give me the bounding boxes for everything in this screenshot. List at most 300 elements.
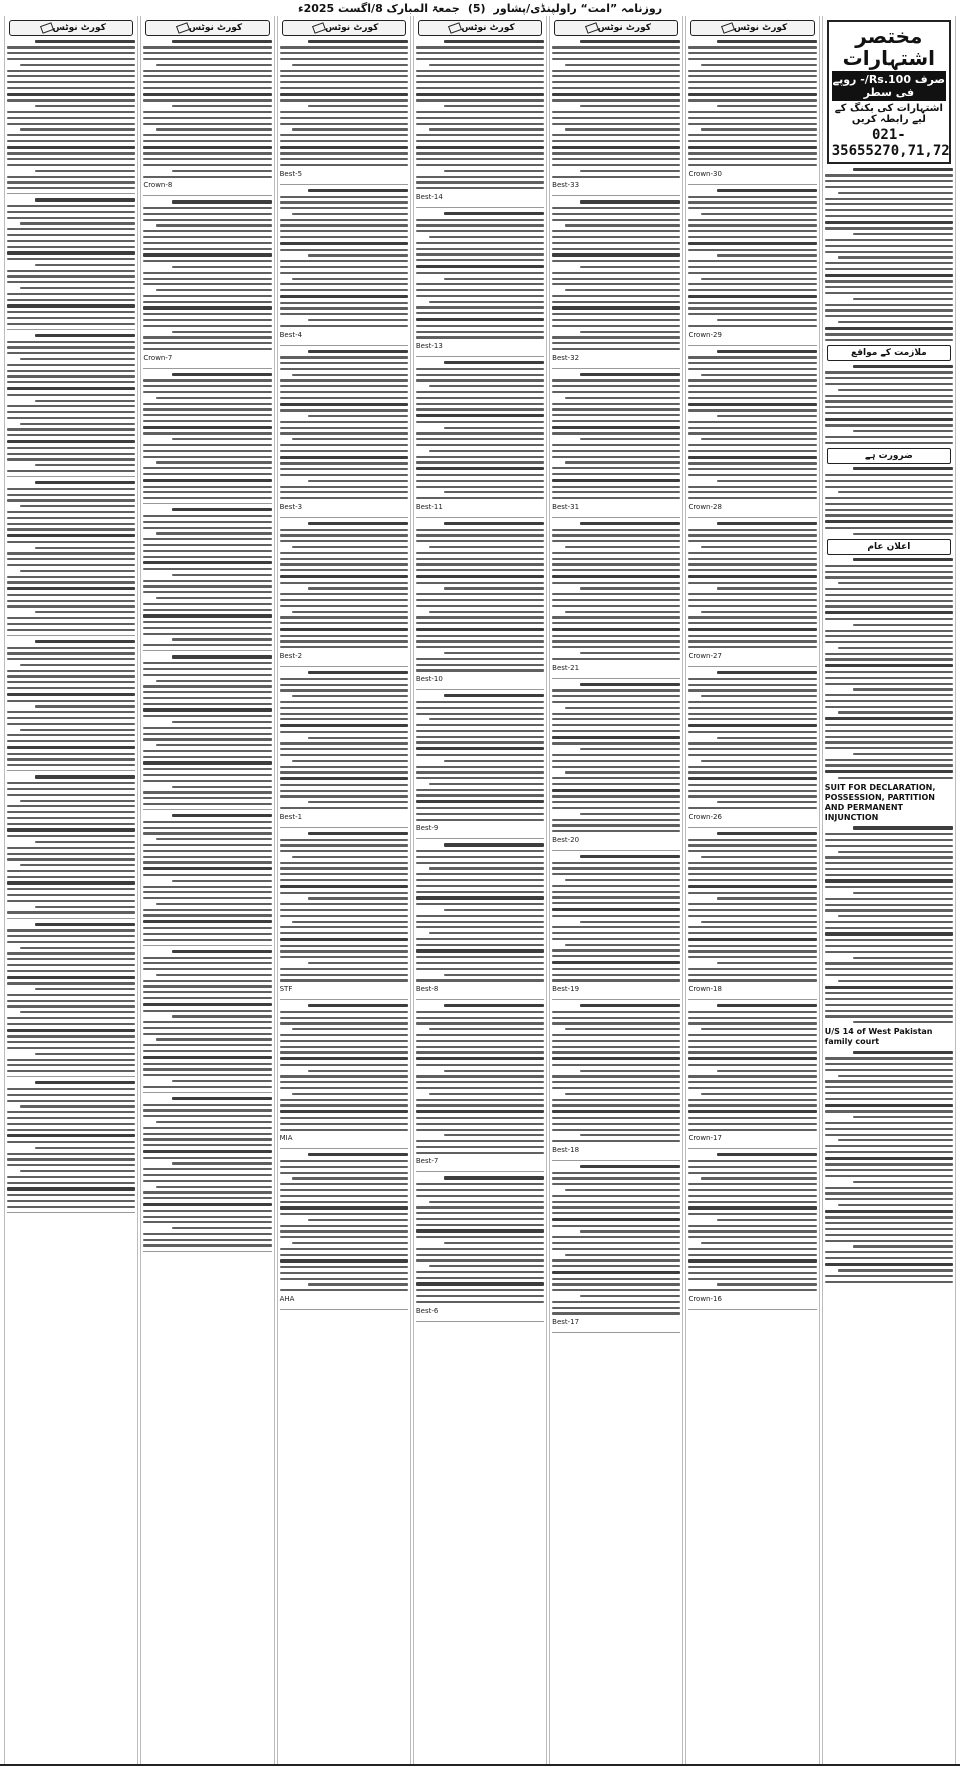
notice-line bbox=[143, 1174, 271, 1176]
notice-line bbox=[7, 817, 135, 819]
notice-line bbox=[580, 105, 680, 107]
notice-divider bbox=[7, 329, 135, 330]
notice-line bbox=[280, 558, 408, 560]
notice-line bbox=[825, 180, 953, 182]
notice-line bbox=[7, 811, 135, 813]
notice-line bbox=[7, 675, 135, 677]
notice-signature: Best-18 bbox=[552, 1145, 580, 1154]
notice-line bbox=[7, 251, 135, 254]
notice-line bbox=[20, 947, 135, 949]
notice-line bbox=[7, 764, 135, 766]
notice-line bbox=[7, 1047, 135, 1049]
notice-line bbox=[825, 1122, 953, 1124]
notice-line bbox=[688, 99, 816, 101]
notice-line bbox=[416, 75, 544, 77]
notice-line bbox=[444, 843, 544, 846]
notice-line bbox=[552, 391, 680, 393]
notice-line bbox=[143, 1244, 271, 1246]
notice-line bbox=[416, 605, 544, 607]
notice-block bbox=[552, 373, 680, 500]
notice-line bbox=[552, 1087, 680, 1089]
notice-line bbox=[688, 158, 816, 160]
notice-line bbox=[280, 1064, 408, 1066]
notice-signature: Best-6 bbox=[415, 1306, 439, 1315]
notice-line bbox=[280, 1289, 408, 1291]
notice-line bbox=[35, 547, 135, 549]
notice-line bbox=[143, 1203, 271, 1206]
notice-line bbox=[292, 438, 407, 440]
notice-line bbox=[7, 87, 135, 89]
notice-line bbox=[308, 737, 408, 739]
notice-line bbox=[825, 1157, 953, 1160]
notice-line bbox=[552, 569, 680, 571]
notice-line bbox=[580, 921, 680, 923]
notice-line bbox=[172, 721, 272, 723]
notice-line bbox=[416, 552, 544, 554]
notice-line bbox=[280, 569, 408, 571]
notice-line bbox=[717, 1070, 817, 1072]
notice-line bbox=[552, 646, 680, 648]
notice-line bbox=[416, 1183, 544, 1185]
notice-line bbox=[280, 701, 408, 703]
notice-line bbox=[35, 400, 135, 402]
notice-line bbox=[143, 867, 271, 870]
notice-line bbox=[838, 777, 953, 779]
notice-line bbox=[853, 168, 953, 171]
notice-line bbox=[143, 93, 271, 96]
notice-line bbox=[552, 219, 680, 221]
notice-line bbox=[156, 461, 271, 463]
notice-line bbox=[416, 1011, 544, 1013]
notice-line bbox=[143, 111, 271, 113]
notice-line bbox=[156, 397, 271, 399]
notice-line bbox=[701, 921, 816, 923]
notice-line bbox=[717, 897, 817, 899]
notice-line bbox=[688, 1206, 816, 1209]
notice-line bbox=[7, 346, 135, 348]
notice-line bbox=[552, 1110, 680, 1113]
notice-line bbox=[688, 622, 816, 624]
notice-line bbox=[552, 111, 680, 113]
notice-line bbox=[416, 219, 544, 221]
notice-line bbox=[7, 1141, 135, 1143]
notice-line bbox=[143, 158, 271, 160]
notice-line bbox=[552, 979, 680, 981]
notice-line bbox=[552, 325, 680, 327]
notice-line bbox=[7, 870, 135, 872]
notice-line bbox=[143, 662, 271, 664]
notice-line bbox=[688, 242, 816, 245]
notice-line bbox=[552, 605, 680, 607]
notice-line bbox=[416, 1271, 544, 1273]
notice-line bbox=[35, 40, 135, 43]
notice-line bbox=[717, 350, 817, 353]
notice-line bbox=[838, 711, 953, 713]
notice-line bbox=[688, 409, 816, 411]
notice-line bbox=[444, 694, 544, 697]
notice-line bbox=[416, 915, 544, 917]
notice-line bbox=[838, 980, 953, 982]
notice-line bbox=[143, 426, 271, 429]
notice-line bbox=[552, 99, 680, 101]
notice-line bbox=[444, 170, 544, 172]
notice-line bbox=[7, 853, 135, 855]
notice-line bbox=[552, 230, 680, 232]
notice-line bbox=[552, 1201, 680, 1203]
notice-divider bbox=[688, 827, 816, 828]
notice-divider bbox=[688, 999, 816, 1000]
notice-line bbox=[825, 968, 953, 970]
notice-divider bbox=[280, 999, 408, 1000]
notice-line bbox=[688, 945, 816, 947]
notice-line bbox=[143, 861, 271, 863]
notice-line bbox=[688, 123, 816, 125]
notice-line bbox=[143, 479, 271, 482]
notice-line bbox=[552, 1212, 680, 1214]
notice-line bbox=[565, 879, 680, 881]
notice-line bbox=[280, 456, 408, 459]
notice-line bbox=[825, 209, 953, 211]
notice-line bbox=[688, 1266, 816, 1268]
notice-line bbox=[7, 788, 135, 790]
notice-line bbox=[717, 801, 817, 803]
notice-line bbox=[717, 1219, 817, 1221]
notice-line bbox=[580, 373, 680, 376]
notice-line bbox=[552, 497, 680, 499]
notice-line bbox=[552, 915, 680, 917]
notice-line bbox=[172, 880, 272, 882]
notice-line bbox=[552, 1117, 680, 1119]
notice-line bbox=[416, 480, 544, 482]
notice-line bbox=[7, 364, 135, 366]
notice-line bbox=[825, 480, 953, 482]
notice-line bbox=[552, 207, 680, 209]
column-7 bbox=[4, 16, 138, 1766]
notice-block bbox=[552, 683, 680, 833]
notice-line bbox=[429, 236, 544, 238]
notice-line bbox=[552, 689, 680, 691]
notice-line bbox=[143, 87, 271, 89]
notice-line bbox=[416, 903, 544, 905]
notice-line bbox=[552, 695, 680, 697]
notice-line bbox=[552, 456, 680, 458]
notice-line bbox=[35, 841, 135, 843]
notice-line bbox=[416, 497, 544, 499]
notice-line bbox=[280, 1183, 408, 1185]
notice-block bbox=[552, 40, 680, 178]
notice-line bbox=[280, 266, 408, 268]
notice-line bbox=[308, 801, 408, 803]
notice-line bbox=[552, 824, 680, 826]
notice-line bbox=[280, 640, 408, 642]
notice-line bbox=[825, 1228, 953, 1230]
notice-line bbox=[280, 563, 408, 565]
notice-line bbox=[552, 599, 680, 601]
notice-line bbox=[825, 856, 953, 858]
notice-line bbox=[552, 926, 680, 928]
notice-line bbox=[280, 968, 408, 970]
notice-line bbox=[7, 1094, 135, 1096]
notice-line bbox=[280, 260, 408, 262]
notice-line bbox=[688, 93, 816, 96]
notice-line bbox=[688, 885, 816, 888]
notice-line bbox=[825, 239, 953, 241]
notice-block bbox=[280, 522, 408, 649]
notice-line bbox=[280, 1123, 408, 1125]
notice-line bbox=[143, 456, 271, 458]
notice-line bbox=[580, 652, 680, 654]
notice-line bbox=[825, 327, 953, 330]
notice-line bbox=[308, 40, 408, 43]
notice-line bbox=[552, 248, 680, 250]
notice-line bbox=[825, 909, 953, 911]
notice-line bbox=[552, 795, 680, 797]
notice-line bbox=[416, 713, 544, 715]
notice-line bbox=[552, 867, 680, 869]
notice-line bbox=[280, 892, 408, 894]
notice-line bbox=[280, 731, 408, 733]
notice-line bbox=[7, 1005, 135, 1007]
notice-line bbox=[688, 724, 816, 727]
notice-line bbox=[7, 1176, 135, 1178]
notice-line bbox=[7, 858, 135, 860]
notice-line bbox=[292, 611, 407, 613]
notice-line bbox=[7, 1153, 135, 1155]
notice-line bbox=[280, 689, 408, 691]
notice-line bbox=[7, 587, 135, 590]
notice-line bbox=[7, 605, 135, 607]
notice-line bbox=[20, 358, 135, 360]
ads-rate: صرف Rs.100/- روپے فی سطر bbox=[832, 73, 946, 99]
notice-line bbox=[143, 414, 271, 416]
notice-line bbox=[280, 950, 408, 952]
notice-line bbox=[688, 421, 816, 423]
notice-line bbox=[552, 46, 680, 48]
notice-line bbox=[416, 331, 544, 333]
notice-block bbox=[416, 843, 544, 981]
notice-line bbox=[444, 1242, 544, 1244]
notice-line bbox=[143, 497, 271, 499]
notice-line bbox=[143, 844, 271, 846]
notice-line bbox=[143, 691, 271, 693]
notice-line bbox=[552, 754, 680, 756]
notice-line bbox=[552, 640, 680, 642]
notice-line bbox=[552, 783, 680, 785]
notice-line bbox=[280, 1201, 408, 1203]
notice-line bbox=[416, 730, 544, 732]
notice-line bbox=[552, 253, 680, 256]
notice-line bbox=[701, 213, 816, 215]
notice-line bbox=[717, 254, 817, 256]
notice-line bbox=[552, 1236, 680, 1238]
notice-line bbox=[552, 278, 680, 280]
notice-line bbox=[416, 766, 544, 768]
notice-line bbox=[416, 438, 544, 440]
notice-line bbox=[35, 198, 135, 201]
notice-line bbox=[565, 1189, 680, 1191]
notice-line bbox=[280, 146, 408, 149]
notice-line bbox=[688, 46, 816, 48]
notice-line bbox=[825, 1275, 953, 1277]
notice-line bbox=[853, 957, 953, 959]
notice-line bbox=[825, 227, 953, 229]
notice-line bbox=[280, 158, 408, 160]
notice-line bbox=[825, 1163, 953, 1165]
notice-line bbox=[688, 575, 816, 578]
notice-line bbox=[143, 914, 271, 916]
notice-line bbox=[143, 420, 271, 422]
notice-line bbox=[172, 1015, 272, 1017]
notice-signature: Crown-7 bbox=[143, 353, 173, 362]
notice-line bbox=[688, 362, 816, 364]
notice-line bbox=[7, 1129, 135, 1131]
notice-line bbox=[717, 737, 817, 739]
notice-line bbox=[308, 1070, 408, 1072]
notice-line bbox=[688, 646, 816, 648]
notice-block bbox=[280, 1004, 408, 1131]
notice-line bbox=[7, 387, 135, 390]
notice-line bbox=[7, 782, 135, 784]
notice-line bbox=[7, 564, 135, 566]
notice-line bbox=[838, 1204, 953, 1206]
notice-line bbox=[7, 434, 135, 436]
notice-line bbox=[580, 522, 680, 525]
notice-line bbox=[7, 123, 135, 125]
notice-line bbox=[825, 527, 953, 529]
notice-line bbox=[825, 1281, 953, 1283]
notice-line bbox=[717, 415, 817, 417]
notice-line bbox=[416, 432, 544, 434]
notice-line bbox=[35, 906, 135, 908]
notice-line bbox=[552, 260, 680, 262]
notice-line bbox=[280, 1259, 408, 1262]
notice-signature: MIA bbox=[279, 1134, 293, 1143]
notice-line bbox=[825, 770, 953, 773]
notice-line bbox=[688, 1081, 816, 1083]
notice-line bbox=[825, 1216, 953, 1218]
notice-line bbox=[143, 1104, 271, 1106]
notice-line bbox=[7, 581, 135, 583]
notice-line bbox=[825, 1198, 953, 1200]
notice-line bbox=[280, 379, 408, 381]
notice-line bbox=[7, 234, 135, 236]
notice-line bbox=[429, 450, 544, 452]
notice-divider bbox=[552, 678, 680, 679]
notice-line bbox=[143, 556, 271, 558]
notice-line bbox=[143, 491, 271, 493]
notice-line bbox=[552, 306, 680, 309]
notice-signature: Best-3 bbox=[279, 502, 303, 511]
notice-line bbox=[280, 421, 408, 423]
notice-divider bbox=[143, 650, 271, 651]
notice-line bbox=[429, 1201, 544, 1203]
notice-line bbox=[688, 1129, 816, 1131]
notice-line bbox=[552, 718, 680, 720]
column-2 bbox=[685, 16, 819, 1766]
notice-block bbox=[416, 40, 544, 190]
notice-line bbox=[280, 295, 408, 298]
notice-line bbox=[7, 187, 135, 189]
notice-line bbox=[853, 624, 953, 626]
notice-line bbox=[565, 461, 680, 463]
notice-line bbox=[688, 777, 816, 780]
notice-line bbox=[429, 64, 544, 66]
notice-line bbox=[552, 272, 680, 274]
notice-line bbox=[280, 450, 408, 452]
notice-line bbox=[7, 717, 135, 719]
notice-line bbox=[565, 611, 680, 613]
notice-line bbox=[280, 491, 408, 493]
notice-line bbox=[172, 950, 272, 953]
notice-line bbox=[825, 939, 953, 941]
notice-line bbox=[825, 653, 953, 655]
notice-line bbox=[552, 622, 680, 624]
notice-line bbox=[416, 628, 544, 631]
notice-line bbox=[853, 1245, 953, 1247]
notice-line bbox=[853, 826, 953, 829]
notice-line bbox=[280, 552, 408, 554]
notice-line bbox=[416, 253, 544, 255]
column-header-label: کورٹ نوٹس bbox=[325, 23, 379, 33]
notice-line bbox=[688, 552, 816, 554]
notice-line bbox=[7, 117, 135, 119]
notice-line bbox=[280, 678, 408, 680]
notice-line bbox=[825, 371, 953, 373]
notice-line bbox=[156, 289, 271, 291]
notice-line bbox=[7, 523, 135, 525]
notice-line bbox=[416, 1129, 544, 1131]
notice-divider bbox=[552, 195, 680, 196]
notice-line bbox=[308, 522, 408, 525]
notice-line bbox=[7, 181, 135, 183]
notice-line bbox=[280, 784, 408, 786]
notice-line bbox=[825, 576, 953, 578]
notice-line bbox=[688, 236, 816, 238]
notice-line bbox=[143, 432, 271, 434]
notice-line bbox=[143, 644, 271, 646]
notice-line bbox=[143, 152, 271, 154]
notice-line bbox=[280, 534, 408, 536]
notice-line bbox=[688, 1248, 816, 1250]
notice-line bbox=[429, 385, 544, 387]
notice-divider bbox=[688, 1309, 816, 1310]
notice-line bbox=[143, 81, 271, 83]
notice-line bbox=[292, 546, 407, 548]
notice-line bbox=[717, 587, 817, 589]
notice-line bbox=[280, 462, 408, 464]
notice-signature: Best-20 bbox=[552, 835, 580, 844]
notice-line bbox=[825, 1010, 953, 1012]
notice-line bbox=[825, 736, 953, 738]
notice-line bbox=[280, 790, 408, 792]
notice-line bbox=[717, 1283, 817, 1285]
notice-line bbox=[825, 400, 953, 402]
notice-line bbox=[280, 75, 408, 77]
notice-line bbox=[280, 926, 408, 928]
notice-divider bbox=[688, 184, 816, 185]
notice-divider bbox=[416, 838, 544, 839]
notice-line bbox=[825, 1069, 953, 1071]
notice-line bbox=[565, 771, 680, 773]
notice-block bbox=[416, 522, 544, 672]
notice-line bbox=[143, 313, 271, 315]
notice-line bbox=[552, 420, 680, 422]
notice-line bbox=[688, 1195, 816, 1197]
notice-line bbox=[7, 1164, 135, 1166]
notice-line bbox=[552, 1177, 680, 1179]
notice-line bbox=[552, 628, 680, 631]
notice-line bbox=[416, 707, 544, 709]
